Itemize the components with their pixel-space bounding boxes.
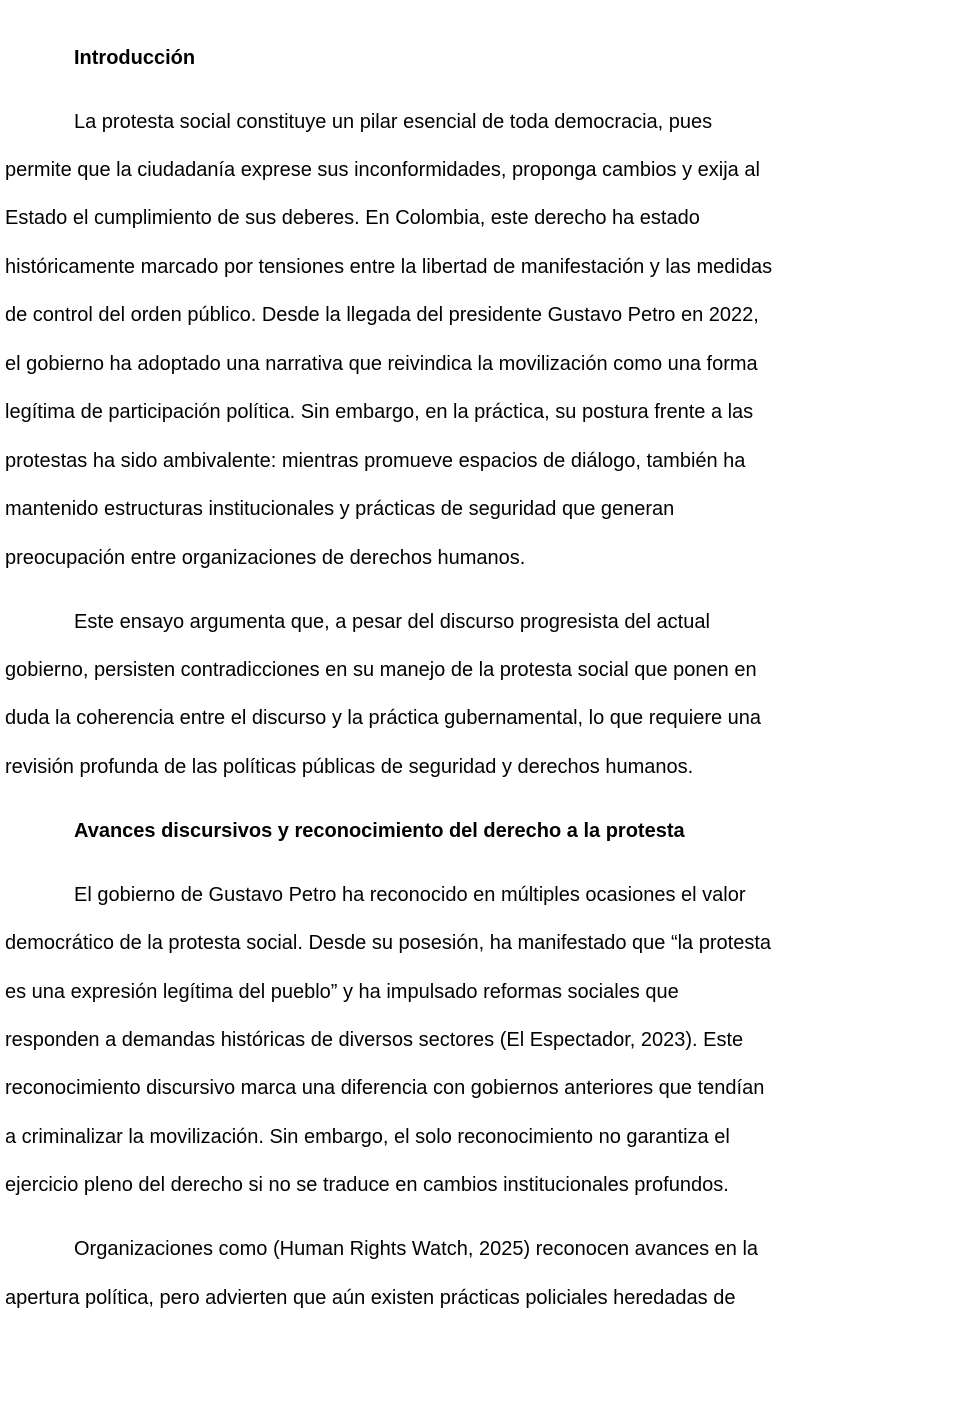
paragraph-line: La protesta social constituye un pilar esencial de toda democracia, pues [74, 111, 713, 133]
paragraph-line: legítima de participación política. Sin embargo, en la práctica, su postura frente a las [5, 401, 754, 423]
paragraph-line: reconocimiento discursivo marca una diferencia con gobiernos anteriores que tendían [5, 1077, 765, 1099]
paragraph-line: responden a demandas históricas de diversos sectores (El Espectador, 2023). Este [5, 1029, 744, 1051]
section-heading-avances: Avances discursivos y reconocimiento del derecho a la protesta [74, 820, 685, 842]
paragraph-line: Este ensayo argumenta que, a pesar del discurso progresista del actual [74, 611, 710, 633]
paragraph-line: es una expresión legítima del pueblo” y ha impulsado reformas sociales que [5, 981, 679, 1003]
paragraph-line: el gobierno ha adoptado una narrativa que reivindica la movilización como una forma [5, 353, 758, 375]
paragraph-line: protestas ha sido ambivalente: mientras promueve espacios de diálogo, también ha [5, 450, 746, 472]
paragraph-line: Organizaciones como (Human Rights Watch, 2025) reconocen avances en la [74, 1238, 759, 1260]
paragraph-line: apertura política, pero advierten que aún existen prácticas policiales heredadas de [5, 1287, 736, 1309]
paragraph-line: mantenido estructuras institucionales y prácticas de seguridad que generan [5, 498, 675, 520]
paragraph-line: permite que la ciudadanía exprese sus inconformidades, proponga cambios y exija al [5, 159, 760, 181]
paragraph-line: El gobierno de Gustavo Petro ha reconocido en múltiples ocasiones el valor [74, 884, 746, 906]
paragraph-line: democrático de la protesta social. Desde su posesión, ha manifestado que “la protesta [5, 932, 771, 954]
paragraph-line: preocupación entre organizaciones de derechos humanos. [5, 547, 526, 569]
paragraph-line: ejercicio pleno del derecho si no se traduce en cambios institucionales profundos. [5, 1174, 729, 1196]
paragraph-line: gobierno, persisten contradicciones en su manejo de la protesta social que ponen en [5, 659, 757, 681]
paragraph-line: Estado el cumplimiento de sus deberes. En Colombia, este derecho ha estado [5, 207, 700, 229]
paragraph-line: revisión profunda de las políticas públicas de seguridad y derechos humanos. [5, 756, 694, 778]
paragraph-line: duda la coherencia entre el discurso y la práctica gubernamental, lo que requiere una [5, 707, 762, 729]
section-heading-introduccion: Introducción [74, 47, 196, 69]
paragraph-line: de control del orden público. Desde la llegada del presidente Gustavo Petro en 2022, [5, 304, 759, 326]
paragraph-line: históricamente marcado por tensiones entre la libertad de manifestación y las medidas [5, 256, 773, 278]
paragraph-line: a criminalizar la movilización. Sin embargo, el solo reconocimiento no garantiza el [5, 1126, 730, 1148]
